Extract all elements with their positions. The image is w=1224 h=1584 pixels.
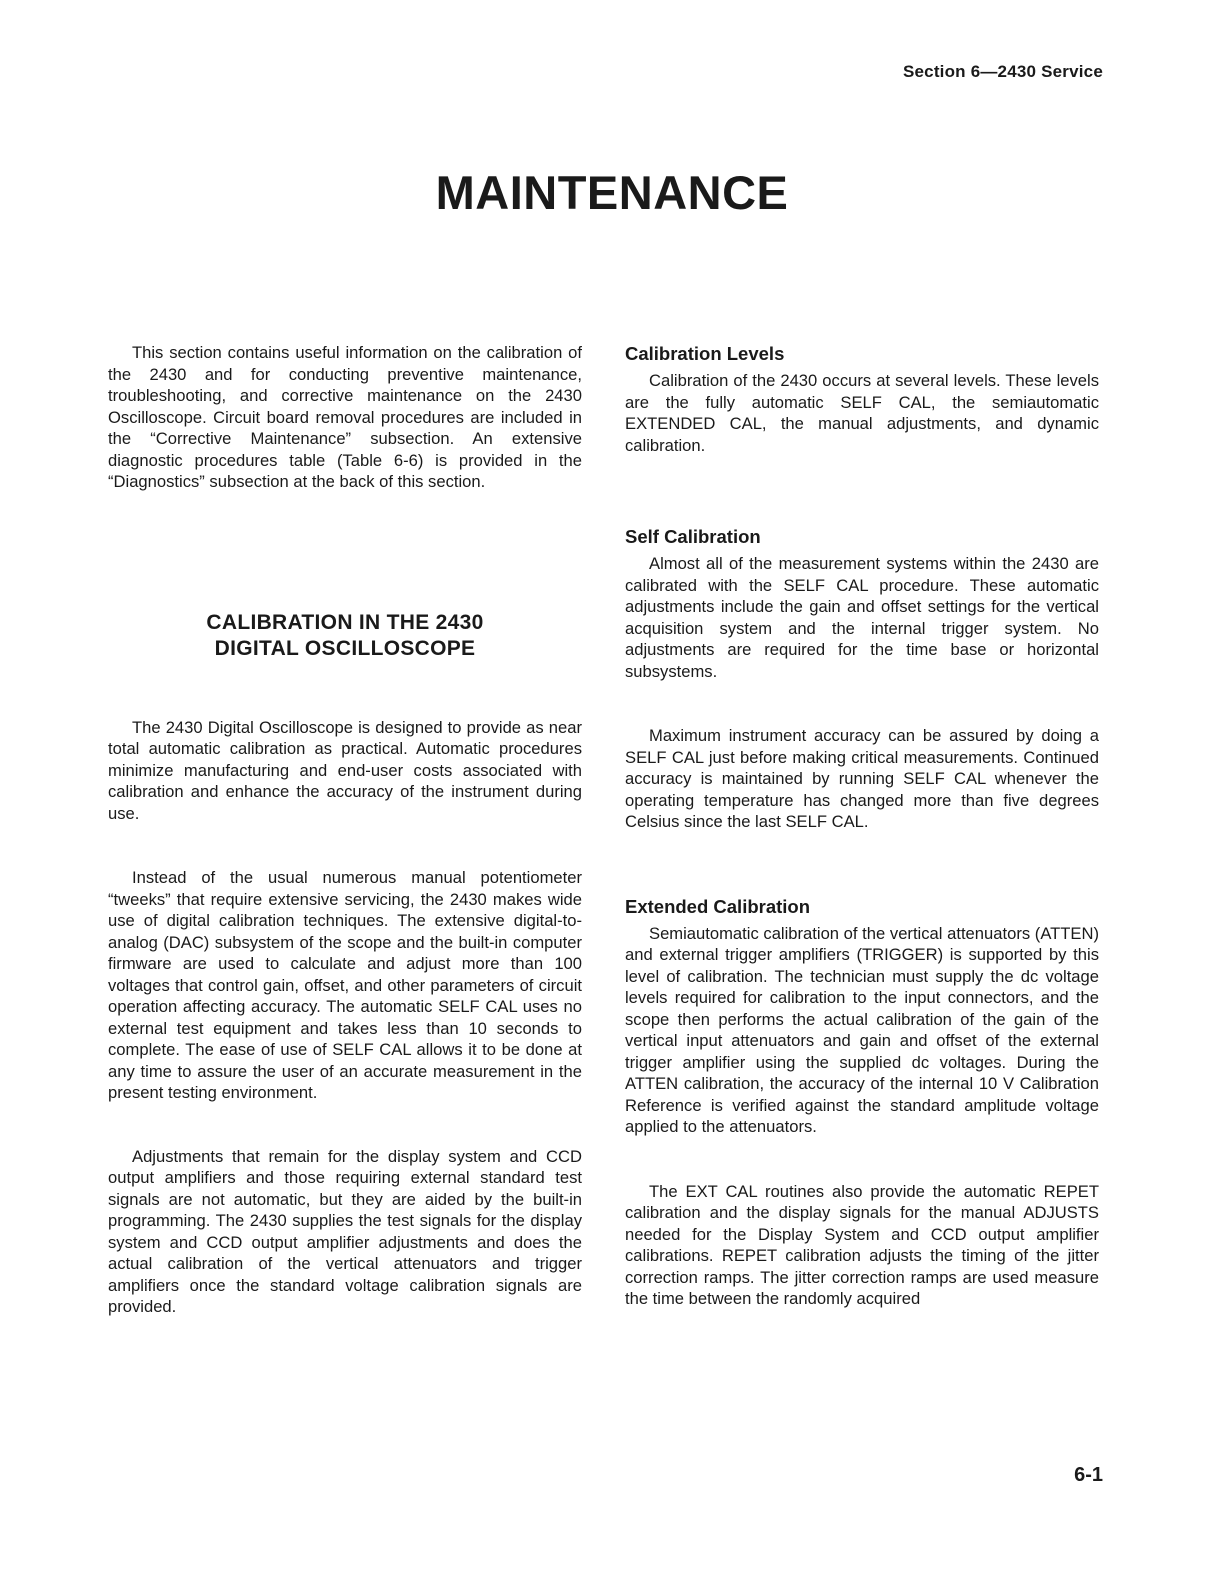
extended-calibration-paragraph-1: Semiautomatic calibration of the vertical attenuators (ATTEN) and external trigger amplifiers (TRIGGER) is supported by this level of calibration. The technician must supply the dc voltage levels required for calibration to the input connectors, and the scope then performs the actual calibration of the gain of the vertical input attenuators and gain and offset of the external trigger amplifier using the supplied dc voltages. During the ATTEN calibration, the accuracy of the internal 10 V Calibration Reference is verified against the standard amplitude voltage applied to the attenuators. [625, 923, 1099, 1136]
page-number: 6-1 [1074, 1464, 1103, 1486]
intro-paragraph: This section contains useful information on the calibration of the 2430 and for conducting preventive maintenance, troubleshooting, and corrective maintenance on the 2430 Oscilloscope. Circuit board removal procedures are included in the “Corrective Maintenance” subsection. An extensive diagnostic procedures table (Table 6-6) is provided in the “Diagnostics” subsection at the back of this section. [108, 343, 582, 491]
right-column [625, 342, 1099, 1310]
left-column [108, 342, 582, 1318]
calibration-levels-heading: Calibration Levels [625, 343, 785, 364]
extended-calibration-paragraph-2: The EXT CAL routines also provide the automatic REPET calibration and the display signals for the manual ADJUSTS needed for the Display System and CCD output amplifier calibrations. REPET calibration adjusts the timing of the jitter correction ramps. The jitter correction ramps are used measure the time between the randomly acquired [625, 1181, 1099, 1308]
extended-calibration-heading: Extended Calibration [625, 895, 811, 917]
calibration-paragraph-1: The 2430 Digital Oscilloscope is designed to provide as near total automatic calibration as practical. Automatic procedures minimize manufacturing and end-user costs associated with calibration and enhance the accuracy of the instrument during use. [108, 717, 582, 823]
running-header: Section 6—2430 Service [902, 62, 1103, 81]
section-heading [108, 610, 582, 662]
calibration-levels-paragraph: Calibration of the 2430 occurs at several levels. These levels are the fully automatic SELF CAL, the semiautomatic EXTENDED CAL, the manual adjustments, and dynamic calibration. [625, 371, 1099, 455]
self-calibration-paragraph-2: Maximum instrument accuracy can be assured by doing a SELF CAL just before making critical measurements. Continued accuracy is maintained by running SELF CAL whenever the operating temperature has changed more than five degrees Celsius since the last SELF CAL. [625, 726, 1099, 831]
page-title: MAINTENANCE [435, 166, 789, 219]
section-heading-line-2: DIGITAL OSCILLOSCOPE [214, 636, 476, 660]
calibration-paragraph-2: Instead of the usual numerous manual potentiometer “tweeks” that require extensive servicing, the 2430 makes wide use of digital calibration techniques. The extensive digital-to-analog (DAC) subsystem of the scope and the built-in computer firmware are used to calculate and adjust more than 100 voltages that control gain, offset, and other parameters of circuit operation affecting accuracy. The automatic SELF CAL uses no external test equipment and takes less than 10 seconds to complete. The ease of use of SELF CAL allows it to be done at any time to assure the user of an accurate measurement in the present testing environment. [108, 868, 582, 1102]
self-calibration-paragraph-1: Almost all of the measurement systems within the 2430 are calibrated with the SELF CAL procedure. These automatic adjustments include the gain and offset settings for the vertical acquisition system and the internal trigger system. No adjustments are required for the time base or horizontal subsystems. [625, 554, 1099, 681]
section-heading-line-1: CALIBRATION IN THE 2430 [206, 610, 484, 634]
self-calibration-heading: Self Calibration [625, 526, 761, 547]
calibration-paragraph-3: Adjustments that remain for the display system and CCD output amplifiers and those requiring external standard test signals are not automatic, but they are aided by the built-in programming. The 2430 supplies the test signals for the display system and CCD output amplifier adjustments and does the actual calibration of the vertical attenuators and trigger amplifiers once the standard voltage calibration signals are provided. [108, 1146, 582, 1316]
